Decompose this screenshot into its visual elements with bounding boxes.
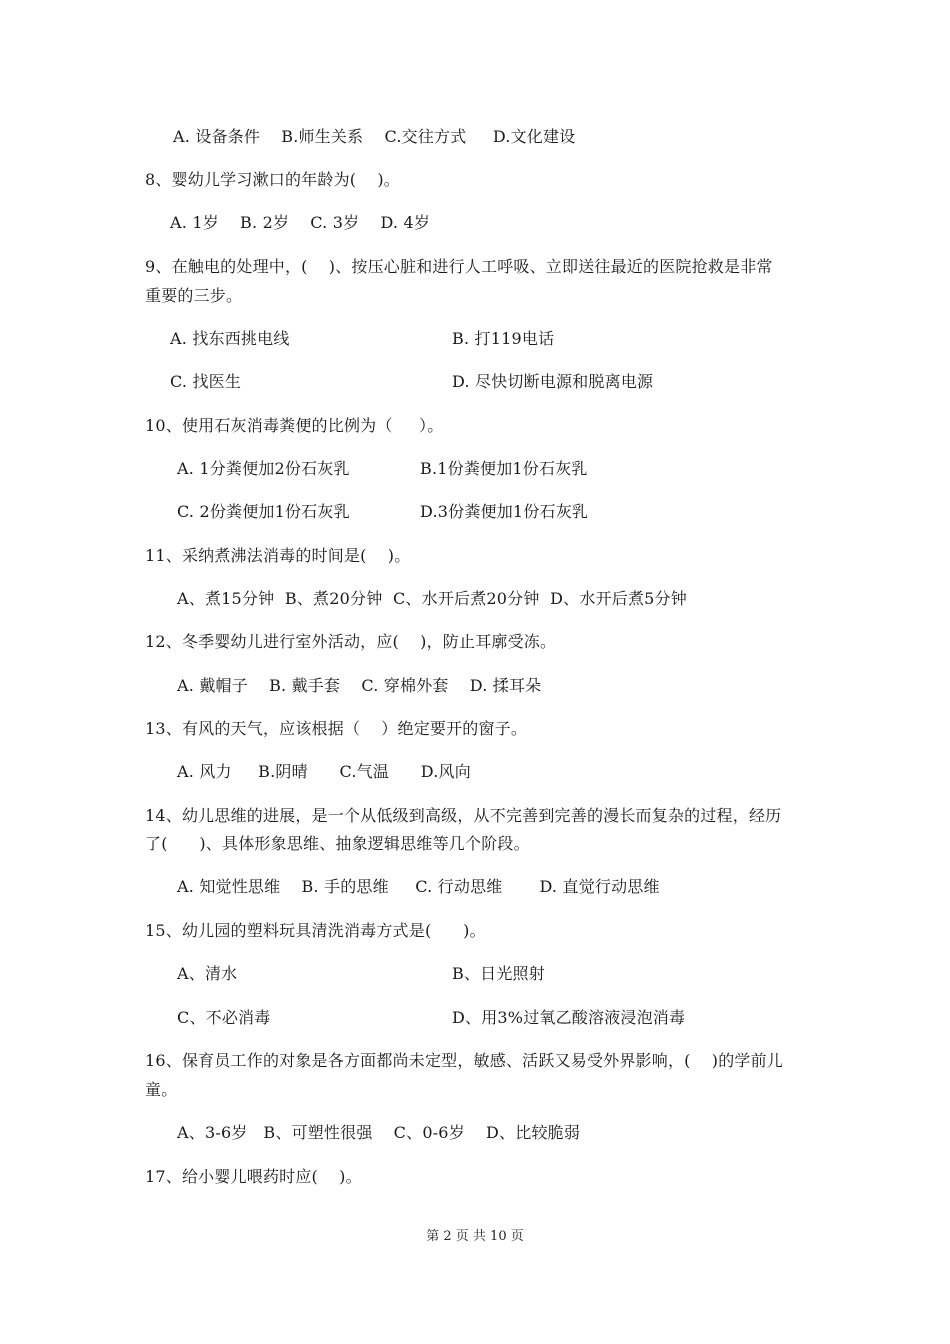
q12-options: A. 戴帽子 B. 戴手套 C. 穿棉外套 D. 揉耳朵: [177, 676, 542, 695]
q10-option-b: B.1份粪便加1份石灰乳: [420, 459, 588, 478]
q11-question: 11、采纳煮沸法消毒的时间是( )。: [145, 546, 411, 565]
q9-option-a: A. 找东西挑电线: [170, 329, 290, 348]
q15-option-d: D、用3%过氧乙酸溶液浸泡消毒: [452, 1008, 686, 1027]
q15-option-b: B、日光照射: [452, 964, 545, 983]
q10-question: 10、使用石灰消毒粪便的比例为（ ）。: [145, 416, 444, 435]
page-footer: 第 2 页 共 10 页: [426, 1229, 524, 1244]
q17-question: 17、给小婴儿喂药时应( )。: [145, 1167, 362, 1186]
q9-option-c: C. 找医生: [170, 372, 242, 391]
q12-question: 12、冬季婴幼儿进行室外活动，应( )，防止耳廓受冻。: [145, 632, 557, 651]
q16-question-line1: 16、保育员工作的对象是各方面都尚未定型，敏感、活跃又易受外界影响，( )的学前儿: [145, 1051, 783, 1070]
q15-question: 15、幼儿园的塑料玩具清洗消毒方式是( )。: [145, 921, 486, 940]
q9-question-line1: 9、在触电的处理中，( )、按压心脏和进行人工呼吸、立即送往最近的医院抢救是非常: [145, 257, 773, 276]
q14-options: A. 知觉性思维 B. 手的思维 C. 行动思维 D. 直觉行动思维: [177, 877, 660, 896]
q13-options: A. 风力 B.阴晴 C.气温 D.风向: [177, 762, 471, 781]
q9-option-d: D. 尽快切断电源和脱离电源: [452, 372, 654, 391]
q15-option-a: A、清水: [177, 964, 238, 983]
q14-question-line1: 14、幼儿思维的进展，是一个从低级到高级，从不完善到完善的漫长而复杂的过程，经历: [145, 806, 782, 825]
q7-options: A. 设备条件 B.师生关系 C.交往方式 D.文化建设: [173, 127, 576, 146]
q9-option-b: B. 打119电话: [452, 329, 555, 348]
q13-question: 13、有风的天气，应该根据（ ）绝定要开的窗子。: [145, 719, 528, 738]
q8-question: 8、婴幼儿学习漱口的年龄为( )。: [145, 170, 401, 189]
q11-options: A、煮15分钟 B、煮20分钟 C、水开后煮20分钟 D、水开后煮5分钟: [177, 589, 687, 608]
q15-option-c: C、不必消毒: [177, 1008, 271, 1027]
q10-option-c: C. 2份粪便加1份石灰乳: [177, 502, 350, 521]
q9-question-line2: 重要的三步。: [145, 286, 243, 305]
q10-option-d: D.3份粪便加1份石灰乳: [420, 502, 589, 521]
q16-options: A、3-6岁 B、可塑性很强 C、0-6岁 D、比较脆弱: [177, 1123, 581, 1142]
q8-options: A. 1岁 B. 2岁 C. 3岁 D. 4岁: [170, 213, 431, 232]
q14-question-line2: 了( )、具体形象思维、抽象逻辑思维等几个阶段。: [145, 834, 530, 853]
q16-question-line2: 童。: [145, 1080, 178, 1099]
q10-option-a: A. 1分粪便加2份石灰乳: [177, 459, 350, 478]
